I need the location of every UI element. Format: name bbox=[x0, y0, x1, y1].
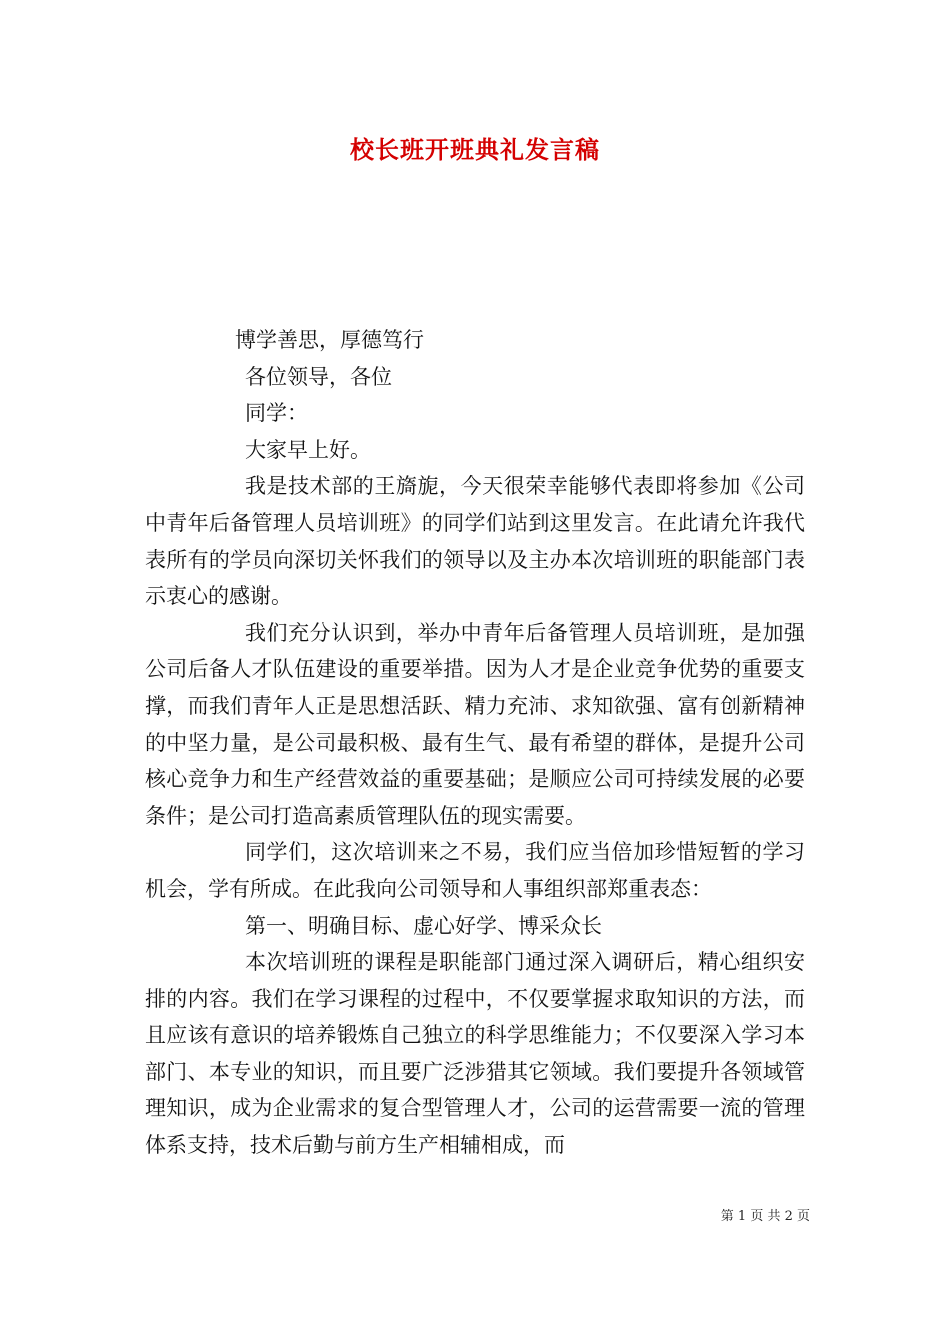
document-title: 校长班开班典礼发言稿 bbox=[350, 135, 600, 164]
section-heading-first: 第一、明确目标、虚心好学、博采众长 bbox=[245, 913, 602, 938]
paragraph-curriculum: 本次培训班的课程是职能部门通过深入调研后，精心组织安排的内容。我们在学习课程的过程中，不仅要掌握求取知识的方法，而且应该有意识的培养锻炼自己独立的科学思维能力；不仅要深入学习本部门、本专业的知识，而且要广泛涉猎其它领域。我们要提升各领域管理知识，成为企业需求的复合型管理人才，公司的运营需要一流的管理体系支持，技术后勤与前方生产相辅相成，而 bbox=[145, 950, 805, 1158]
salutation-line-1: 各位领导，各位 bbox=[245, 364, 392, 389]
page-number-footer: 第 1 页 共 2 页 bbox=[720, 1209, 810, 1224]
paragraph-pledge: 同学们，这次培训来之不易，我们应当倍加珍惜短暂的学习机会，学有所成。在此我向公司领导和人事组织部郑重表态： bbox=[145, 840, 805, 901]
greeting-line: 大家早上好。 bbox=[245, 437, 371, 462]
paragraph-introduction: 我是技术部的王旖旎，今天很荣幸能够代表即将参加《公司中青年后备管理人员培训班》的同学们站到这里发言。在此请允许我代表所有的学员向深切关怀我们的领导以及主办本次培训班的职能部门表示衷心的感谢。 bbox=[145, 474, 805, 609]
paragraph-significance: 我们充分认识到，举办中青年后备管理人员培训班，是加强公司后备人才队伍建设的重要举措。因为人才是企业竞争优势的重要支撑，而我们青年人正是思想活跃、精力充沛、求知欲强、富有创新精神的中坚力量，是公司最积极、最有生气、最有希望的群体，是提升公司核心竞争力和生产经营效益的重要基础；是顺应公司可持续发展的必要条件；是公司打造高素质管理队伍的现实需要。 bbox=[145, 620, 805, 828]
document-body bbox=[145, 322, 805, 1164]
salutation-line-2: 同学： bbox=[245, 401, 308, 426]
motto-line: 博学善思，厚德笃行 bbox=[235, 328, 424, 352]
